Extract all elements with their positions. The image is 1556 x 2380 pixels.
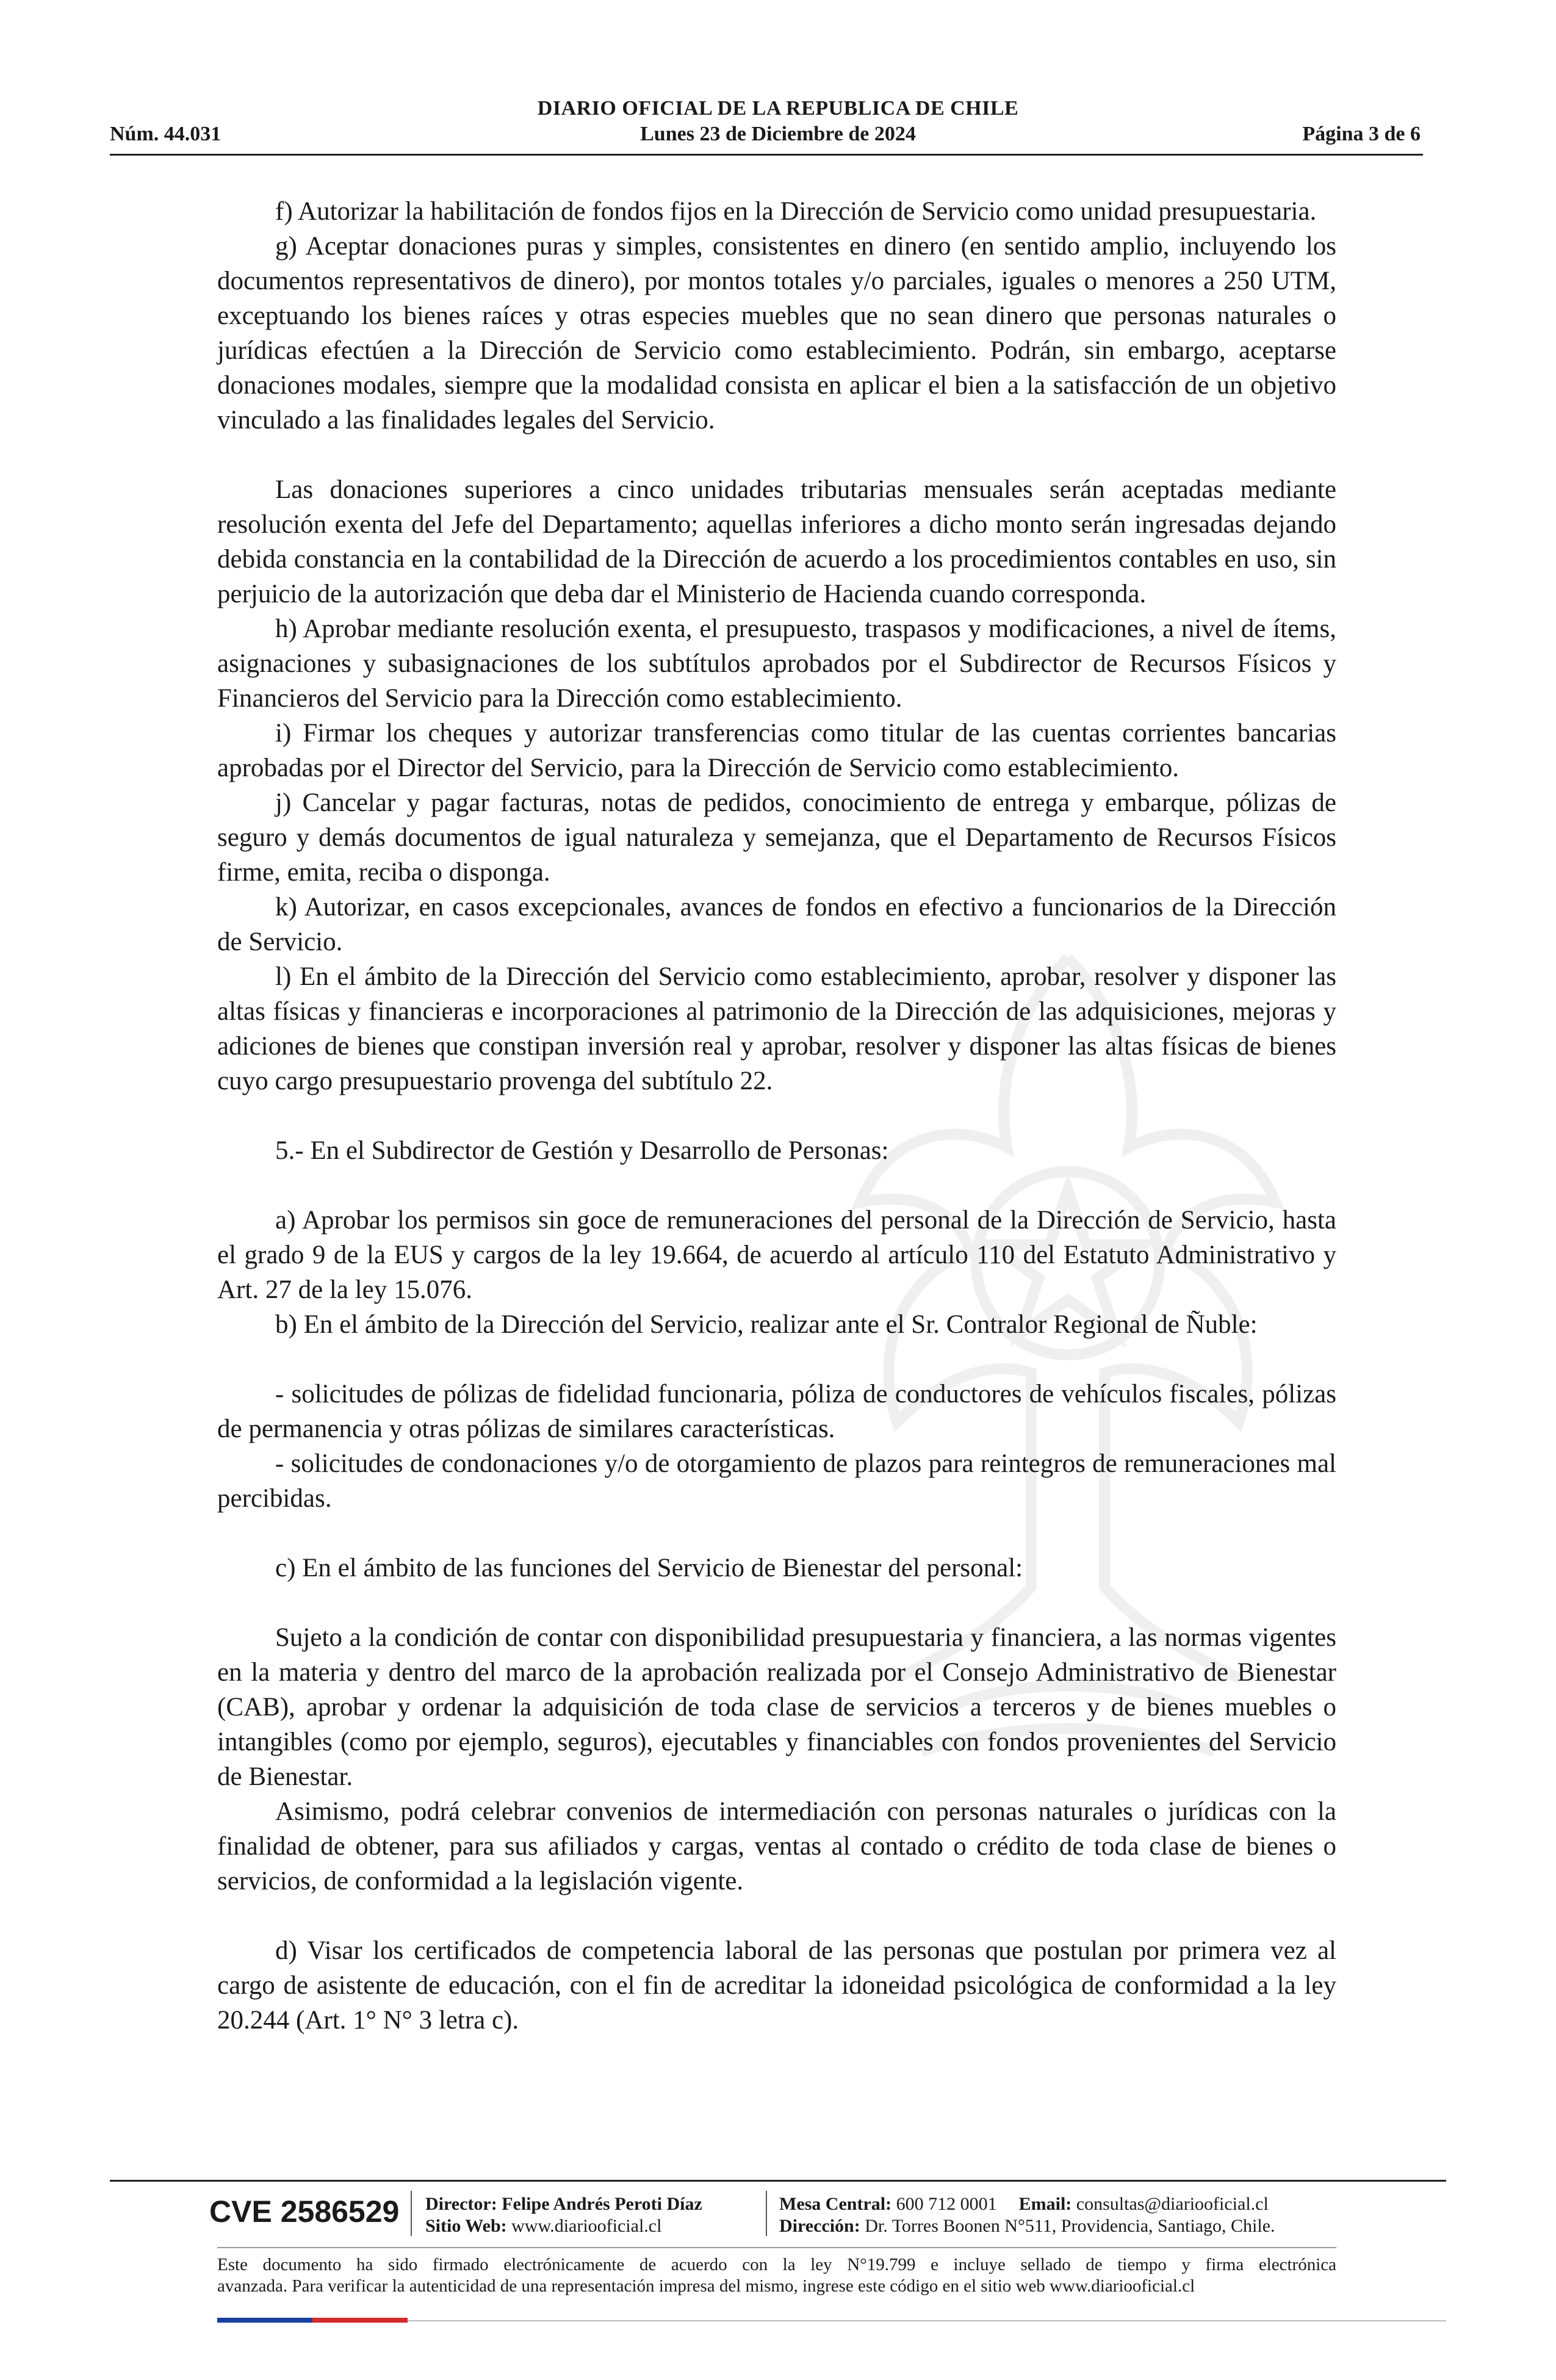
bullet-condonaciones: - solicitudes de condonaciones y/o de otorgamiento de plazos para reintegros de remuneraciones mal percibidas.: [217, 1449, 1336, 1513]
mesa-phone: 600 712 0001: [896, 2194, 997, 2214]
footer-inner-divider: [217, 2247, 1336, 2248]
paragraph-5c: c) En el ámbito de las funciones del Servicio de Bienestar del personal:: [275, 1554, 1023, 1582]
section-5-heading: 5.- En el Subdirector de Gestión y Desarrollo de Personas:: [275, 1136, 889, 1165]
paragraph-5a: a) Aprobar los permisos sin goce de remuneraciones del personal de la Dirección de Servicio, hasta el grado 9 de la EUS y cargos de la ley 19.664, de acuerdo al artículo 110 del Estatuto Administrativo y Art. 27 de la ley 15.076.: [217, 1206, 1336, 1304]
paragraph-i: i) Firmar los cheques y autorizar transferencias como titular de las cuentas corrientes bancarias aprobadas por el Director del Servicio, para la Dirección de Servicio como establecimiento.: [217, 719, 1336, 782]
paragraph-g: g) Aceptar donaciones puras y simples, consistentes en dinero (en sentido amplio, incluyendo los documentos representativos de dinero), por montos totales y/o parciales, iguales o menores a 250 UTM, exceptuando los bienes raíces y otras especies muebles que no sean dinero que personas naturales o jurídicas efectúen a la Dirección de Servicio como establecimiento. Podrán, sin embargo, aceptarse donaciones modales, siempre que la modalidad consista en aplicar el bien a la satisfacción de un objetivo vinculado a las finalidades legales del Servicio.: [217, 232, 1336, 435]
page-number: Página 3 de 6: [1302, 123, 1421, 145]
bullet-polizas: - solicitudes de pólizas de fidelidad funcionaria, póliza de conductores de vehículos fiscales, pólizas de permanencia y otras pólizas de similares características.: [217, 1380, 1336, 1443]
director-name: Felipe Andrés Peroti Díaz: [502, 2194, 702, 2214]
paragraph-j: j) Cancelar y pagar facturas, notas de pedidos, conocimiento de entrega y embarque, pólizas de seguro y demás documentos de igual naturaleza y semejanza, que el Departamento de Recursos Físicos firme, emita, reciba o disponga.: [217, 788, 1336, 887]
address-label: Dirección:: [779, 2216, 860, 2236]
flag-red-segment: [312, 2318, 408, 2323]
issue-date: Lunes 23 de Diciembre de 2024: [640, 123, 916, 145]
flag-stripe: [217, 2318, 408, 2323]
address-value: Dr. Torres Boonen N°511, Providencia, Santiago, Chile.: [865, 2216, 1275, 2236]
footer-contact-block: [779, 2193, 1275, 2237]
paragraph-5d: d) Visar los certificados de competencia laboral de las personas que postulan por primera vez al cargo de asistente de educación, con el fin de acreditar la idoneidad psicológica de conformidad a la ley 20.244 (Art. 1° N° 3 letra c).: [217, 1936, 1336, 2035]
paragraph-donaciones: Las donaciones superiores a cinco unidades tributarias mensuales serán aceptadas mediante resolución exenta del Jefe del Departamento; aquellas inferiores a dicho monto serán ingresadas dejando debida constancia en la contabilidad de la Dirección de acuerdo a los procedimientos contables en uso, sin perjuicio de la autorización que deba dar el Ministerio de Hacienda cuando corresponda.: [217, 475, 1336, 608]
email-link[interactable]: consultas@diariooficial.cl: [1076, 2194, 1269, 2214]
issue-number: Núm. 44.031: [110, 123, 222, 145]
flag-blue-segment: [217, 2318, 312, 2323]
legal-line-2: avanzada. Para verificar la autenticidad de una representación impresa del mismo, ingrese este código en el sitio web www.diariooficial.cl: [217, 2276, 1195, 2296]
site-link[interactable]: www.diariooficial.cl: [511, 2216, 662, 2236]
paragraph-bienestar: Sujeto a la condición de contar con disponibilidad presupuestaria y financiera, a las normas vigentes en la materia y dentro del marco de la aprobación realizada por el Consejo Administrativo de Bienestar (CAB), aprobar y ordenar la adquisición de toda clase de servicios a terceros y de bienes muebles o intangibles (como por ejemplo, seguros), ejecutables y financiables con fondos provenientes del Servicio de Bienestar.: [217, 1623, 1336, 1791]
paragraph-h: h) Aprobar mediante resolución exenta, el presupuesto, traspasos y modificaciones, a nivel de ítems, asignaciones y subasignaciones de los subtítulos aprobados por el Subdirector de Recursos Físicos y Financieros del Servicio para la Dirección como establecimiento.: [217, 615, 1336, 713]
director-label: Director:: [425, 2194, 497, 2214]
header-divider: [110, 154, 1423, 156]
cve-code: CVE 2586529: [209, 2194, 400, 2229]
newspaper-title: DIARIO OFICIAL DE LA REPUBLICA DE CHILE: [537, 97, 1019, 120]
legal-line-1: Este documento ha sido firmado electrónicamente de acuerdo con la ley N°19.799 e incluye sellado de tiempo y firma electrónica: [217, 2255, 1336, 2274]
mesa-label: Mesa Central:: [779, 2194, 892, 2214]
paragraph-asimismo: Asimismo, podrá celebrar convenios de intermediación con personas naturales o jurídicas con la finalidad de obtener, para sus afiliados y cargas, ventas al contado o crédito de toda clase de bienes o servicios, de conformidad a la legislación vigente.: [217, 1797, 1336, 1895]
paragraph-l: l) En el ámbito de la Dirección del Servicio como establecimiento, aprobar, resolver y disponer las altas físicas y financieras e incorporaciones al patrimonio de la Dirección de las adquisiciones, mejoras y adiciones de bienes que constipan inversión real y aprobar, resolver y disponer las altas físicas de bienes cuyo cargo presupuestario provenga del subtítulo 22.: [217, 962, 1336, 1095]
paragraph-f: f) Autorizar la habilitación de fondos fijos en la Dirección de Servicio como unidad presupuestaria.: [275, 197, 1317, 226]
footer-director-block: [425, 2193, 702, 2237]
footer-separator: [411, 2191, 412, 2236]
document-body: [217, 194, 1336, 2038]
footer-separator: [766, 2191, 767, 2236]
footer-bottom-divider: [408, 2320, 1446, 2321]
legal-notice: [217, 2254, 1336, 2297]
site-label: Sitio Web:: [425, 2216, 507, 2236]
footer-divider: [110, 2180, 1446, 2182]
email-label: Email:: [1018, 2194, 1072, 2214]
paragraph-5b: b) En el ámbito de la Dirección del Servicio, realizar ante el Sr. Contralor Regional de Ñuble:: [275, 1310, 1258, 1339]
paragraph-k: k) Autorizar, en casos excepcionales, avances de fondos en efectivo a funcionarios de la Dirección de Servicio.: [217, 893, 1336, 956]
